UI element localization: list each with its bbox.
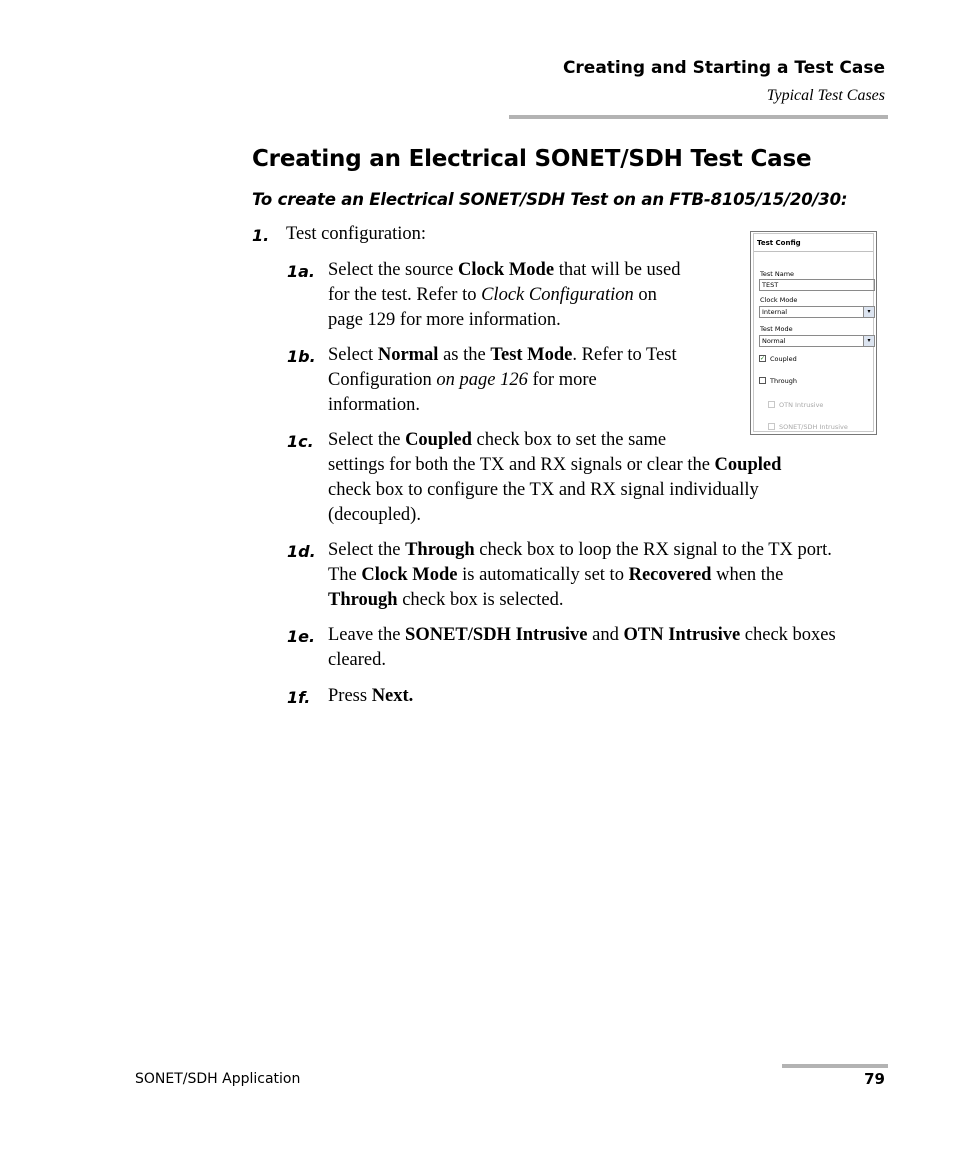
procedure-title: To create an Electrical SONET/SDH Test on an FTB-8105/15/20/30: [252, 190, 848, 209]
panel-title-divider [754, 251, 873, 252]
substep-number: 1f. [287, 688, 311, 707]
test-name-label: Test Name [760, 270, 795, 278]
test-mode-select[interactable] [759, 335, 875, 347]
footer-rule [782, 1064, 888, 1068]
substep-1a-text: Select the source Clock Mode that will be used for the test. Refer to Clock Configuration on page 129 for more information. [328, 260, 681, 330]
through-checkbox[interactable] [759, 377, 766, 384]
step-number: 1. [252, 226, 270, 245]
test-mode-value: Normal [762, 337, 786, 345]
coupled-checkbox[interactable] [759, 355, 766, 362]
substep-1e-text: Leave the SONET/SDH Intrusive and OTN Intrusive check boxes cleared. [328, 625, 836, 670]
otn-intrusive-label: OTN Intrusive [779, 401, 824, 409]
through-label: Through [770, 377, 797, 385]
clock-mode-label: Clock Mode [760, 296, 798, 304]
test-mode-label: Test Mode [760, 325, 793, 333]
substep-number: 1c. [287, 432, 314, 451]
panel-frame [753, 233, 874, 432]
header-rule [509, 115, 888, 119]
substep-1f-text: Press Next. [328, 686, 414, 706]
clock-mode-value: Internal [762, 308, 788, 316]
otn-intrusive-checkbox[interactable] [768, 401, 775, 408]
running-header-subtitle: Typical Test Cases [766, 87, 885, 104]
sonet-intrusive-checkbox[interactable] [768, 423, 775, 430]
section-title: Creating an Electrical SONET/SDH Test Case [252, 146, 812, 172]
substep-1b-text: Select Normal as the Test Mode. Refer to Test Configuration on page 126 for more information. [328, 345, 677, 415]
substep-number: 1e. [287, 627, 316, 646]
substep-number: 1d. [287, 542, 316, 561]
test-config-panel [750, 231, 877, 435]
clock-mode-select[interactable] [759, 306, 875, 318]
check-icon: ✓ [760, 355, 766, 362]
page-number: 79 [864, 1070, 885, 1088]
substep-1d-text: Select the Through check box to loop the RX signal to the TX port. The Clock Mode is automatically set to Recovered when the Through check box is selected. [328, 540, 832, 610]
sonet-intrusive-label: SONET/SDH Intrusive [779, 423, 848, 431]
step-text: Test configuration: [286, 224, 426, 244]
running-header-title: Creating and Starting a Test Case [562, 58, 885, 78]
substep-1c-text: Select the Coupled check box to set the same settings for both the TX and RX signals or clear the Coupled check box to configure the TX and RX signal individually (decoupled). [328, 430, 782, 525]
test-name-input[interactable]: TEST [759, 279, 875, 291]
substep-number: 1a. [287, 262, 316, 281]
substep-number: 1b. [287, 347, 316, 366]
coupled-label: Coupled [770, 355, 797, 363]
chevron-down-icon[interactable]: ▾ [863, 307, 874, 317]
chevron-down-icon[interactable]: ▾ [863, 336, 874, 346]
footer-chapter: SONET/SDH Application [135, 1071, 301, 1087]
panel-title: Test Config [757, 239, 801, 247]
